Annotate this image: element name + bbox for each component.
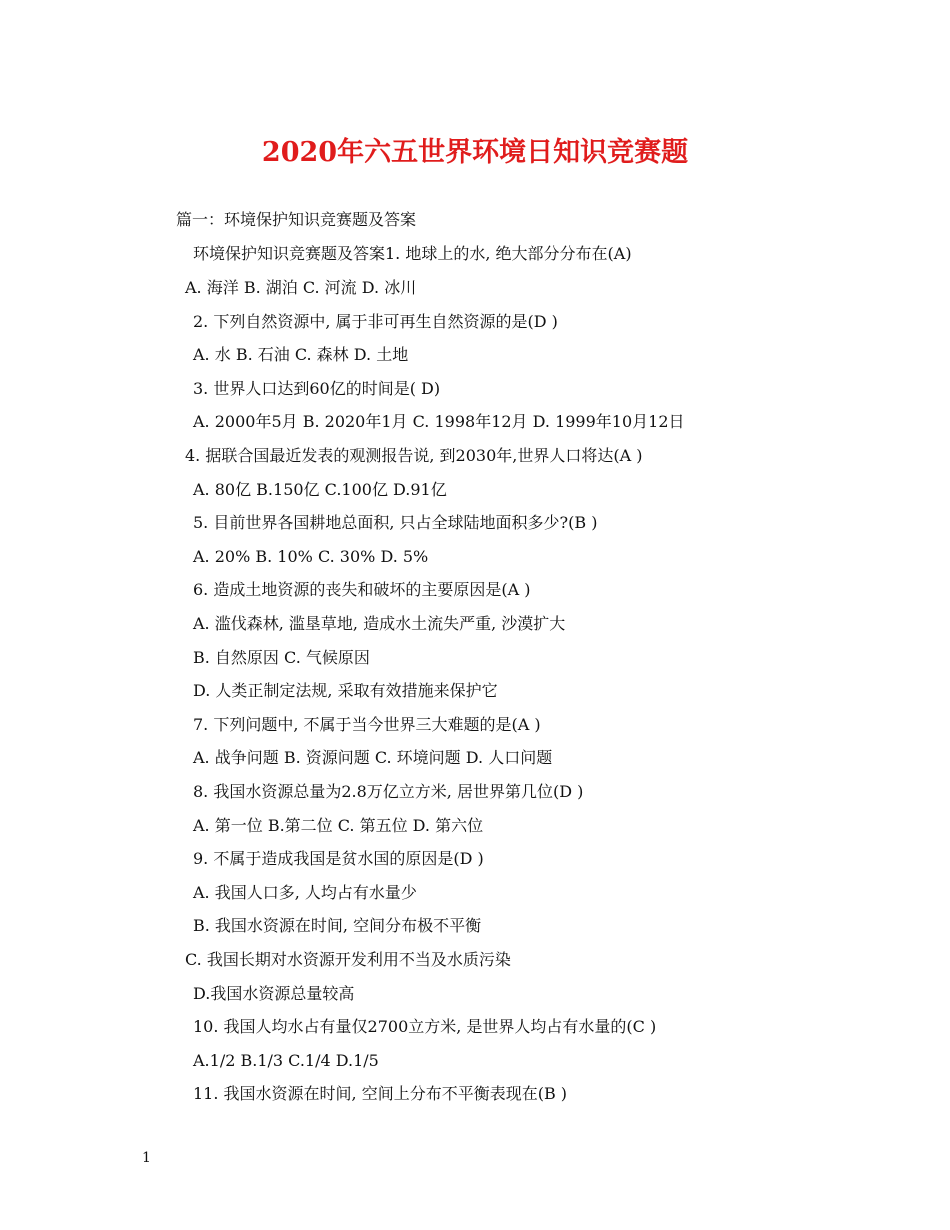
answer-options: A.1/2 B.1/3 C.1/4 D.1/5 (193, 1051, 379, 1070)
question-line: 7. 下列问题中, 不属于当今世界三大难题的是(A ) (193, 715, 541, 734)
answer-options: A. 战争问题 B. 资源问题 C. 环境问题 D. 人口问题 (193, 748, 553, 767)
answer-options: C. 我国长期对水资源开发利用不当及水质污染 (185, 950, 511, 969)
answer-options: A. 80亿 B.150亿 C.100亿 D.91亿 (193, 480, 447, 499)
answer-options: A. 水 B. 石油 C. 森林 D. 土地 (193, 345, 409, 364)
document-title: 2020年六五世界环境日知识竞赛题 (261, 137, 689, 168)
question-line: 10. 我国人均水占有量仅2700立方米, 是世界人均占有水量的(C ) (193, 1017, 657, 1036)
answer-options: B. 自然原因 C. 气候原因 (193, 648, 370, 667)
question-line: 4. 据联合国最近发表的观测报告说, 到2030年,世界人口将达(A ) (185, 446, 643, 465)
question-line: 3. 世界人口达到60亿的时间是( D) (193, 379, 441, 398)
answer-options: B. 我国水资源在时间, 空间分布极不平衡 (193, 916, 482, 935)
answer-options: D.我国水资源总量较高 (193, 984, 355, 1003)
answer-options: A. 2000年5月 B. 2020年1月 C. 1998年12月 D. 1999年10月12日 (193, 412, 685, 431)
answer-options: A. 海洋 B. 湖泊 C. 河流 D. 冰川 (185, 278, 417, 297)
question-line: 8. 我国水资源总量为2.8万亿立方米, 居世界第几位(D ) (193, 782, 584, 801)
answer-options: A. 我国人口多, 人均占有水量少 (193, 883, 417, 902)
question-line: 6. 造成土地资源的丧失和破坏的主要原因是(A ) (193, 580, 531, 599)
answer-options: A. 滥伐森林, 滥垦草地, 造成水土流失严重, 沙漠扩大 (193, 614, 566, 633)
question-line: 2. 下列自然资源中, 属于非可再生自然资源的是(D ) (193, 312, 558, 331)
section-heading: 篇一：环境保护知识竞赛题及答案 (176, 210, 417, 229)
answer-options: D. 人类正制定法规, 采取有效措施来保护它 (193, 681, 498, 700)
answer-options: A. 20% B. 10% C. 30% D. 5% (193, 547, 429, 566)
question-line: 环境保护知识竞赛题及答案1. 地球上的水, 绝大部分分布在(A) (193, 244, 632, 263)
question-line: 5. 目前世界各国耕地总面积, 只占全球陆地面积多少?(B ) (193, 513, 598, 532)
answer-options: A. 第一位 B.第二位 C. 第五位 D. 第六位 (193, 816, 484, 835)
question-line: 11. 我国水资源在时间, 空间上分布不平衡表现在(B ) (193, 1084, 568, 1103)
question-line: 9. 不属于造成我国是贫水国的原因是(D ) (193, 849, 484, 868)
page-number: 1 (142, 1150, 151, 1166)
